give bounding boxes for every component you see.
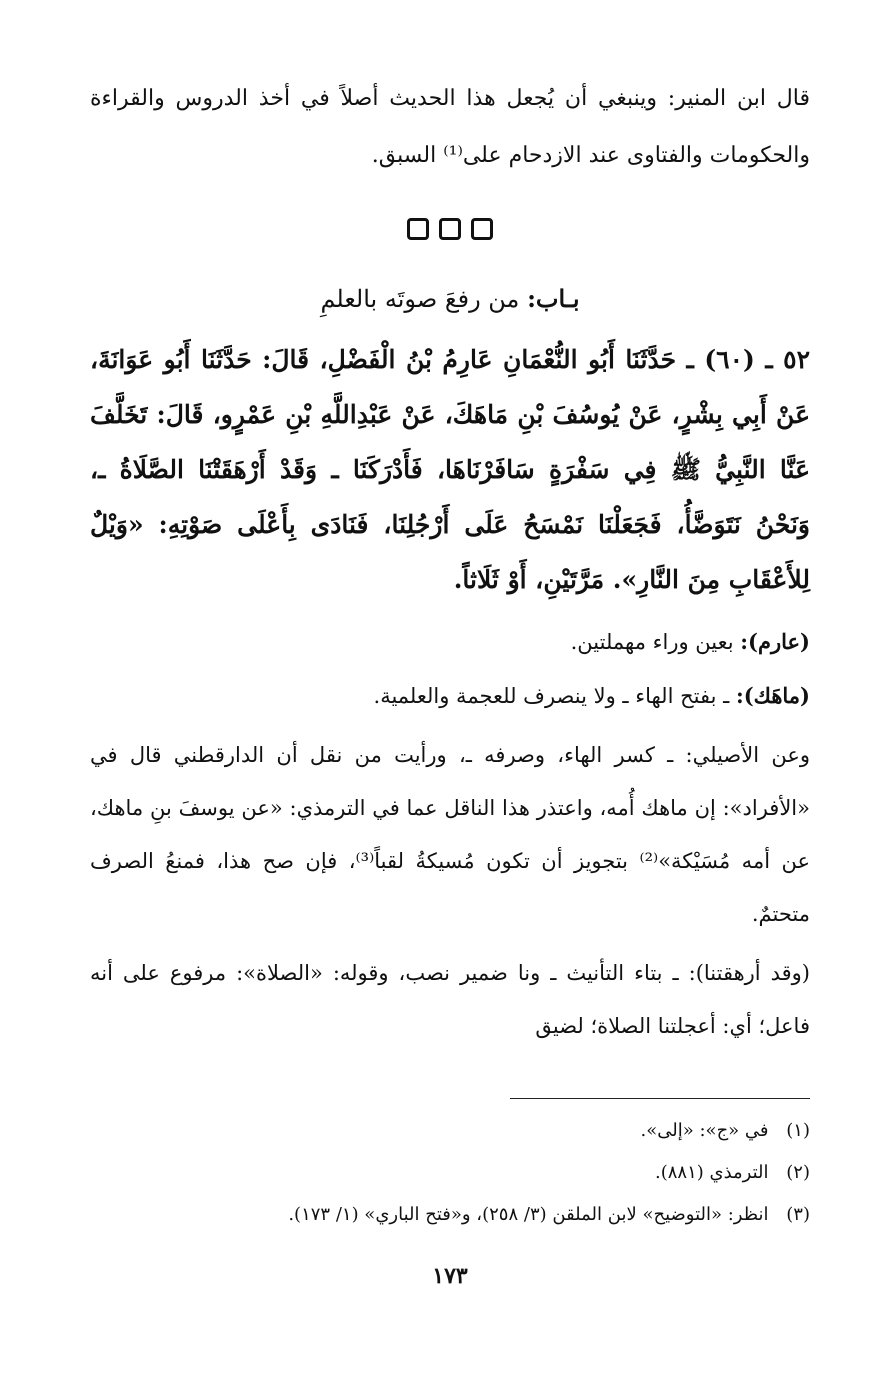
commentary-paragraph: وعن الأصيلي: ـ كسر الهاء، وصرفه ـ، ورأيت من نقل أن الدارقطني قال في «الأفراد»: إن ماهك أُمه، واعتذر هذا الناقل عما في الترمذي: «عن يوسفَ بنِ ماهك، عن أمه مُسَيْكة»⁽²⁾ بتجويز أن تكون مُسيكةُ لقباً⁽³⁾، فإن صح هذا، فمنعُ الصرف متحتمٌ.: [90, 743, 810, 926]
chapter-title: من رفعَ صوتَه بالعلمِ: [320, 285, 520, 313]
note-item: [90, 615, 810, 669]
footnote-divider: [510, 1098, 810, 1099]
footnote-number: (٢): [786, 1162, 810, 1183]
footnotes: [90, 1110, 810, 1236]
note-text: ـ بفتح الهاء ـ ولا ينصرف للعجمة والعلمية.: [373, 684, 730, 708]
chapter-label: بـاب:: [527, 284, 580, 313]
footnote-number: (١): [786, 1120, 810, 1141]
separator-square-icon: [407, 218, 429, 240]
footnote-text: في «ج»: «إلى».: [640, 1120, 769, 1141]
separator-square-icon: [439, 218, 461, 240]
separator-square-icon: [471, 218, 493, 240]
intro-paragraph: قال ابن المنير: وينبغي أن يُجعل هذا الحديث أصلاً في أخذ الدروس والقراءة والحكومات والفتاوى عند الازدحام على⁽¹⁾ السبق.: [90, 86, 810, 168]
section-separator: [90, 218, 810, 258]
note-item: [90, 669, 810, 723]
footnote-item: [90, 1110, 810, 1152]
note-text: بعين وراء مهملتين.: [570, 630, 734, 654]
chapter-heading: [90, 276, 810, 322]
footnote-item: [90, 1152, 810, 1194]
note-term: (ماهَك):: [735, 683, 810, 708]
commentary-paragraph: (وقد أرهقتنا): ـ بتاء التأنيث ـ ونا ضمير نصب، وقوله: «الصلاة»: مرفوع على أنه فاعل؛ أي: أعجلتنا الصلاة؛ لضيق: [90, 961, 810, 1038]
page-number: ١٧٣: [432, 1263, 468, 1289]
hadith-text: ٥٢ ـ (٦٠) ـ حَدَّثَنَا أَبُو النُّعْمَانِ عَارِمُ بْنُ الْفَضْلِ، قَالَ: حَدَّثَنَا أَبُو عَوَانَةَ، عَنْ أَبِي بِشْرٍ، عَنْ يُوسُفَ بْنِ مَاهَكَ، عَنْ عَبْدِاللَّهِ بْنِ عَمْرٍو، قَالَ: تَخَلَّفَ عَنَّا النَّبِيُّ ﷺ فِي سَفْرَةٍ سَافَرْنَاهَا، فَأَدْرَكَنَا ـ وَقَدْ أَرْهَقَتْنَا الصَّلَاةُ ـ، وَنَحْنُ نَتَوَضَّأُ، فَجَعَلْنَا نَمْسَحُ عَلَى أَرْجُلِنَا، فَنَادَى بِأَعْلَى صَوْتِهِ: «وَيْلٌ لِلأَعْقَابِ مِنَ النَّارِ». مَرَّتَيْنِ، أَوْ ثَلَاثاً.: [90, 345, 810, 594]
footnote-text: الترمذي (٨٨١).: [654, 1162, 769, 1183]
footnote-number: (٣): [786, 1204, 810, 1225]
note-term: (عارم):: [740, 629, 810, 654]
footnote-item: [90, 1194, 810, 1236]
page: [90, 70, 810, 1300]
footnote-text: انظر: «التوضيح» لابن الملقن (٣/ ٢٥٨)، و«فتح الباري» (١/ ١٧٣).: [288, 1204, 769, 1225]
